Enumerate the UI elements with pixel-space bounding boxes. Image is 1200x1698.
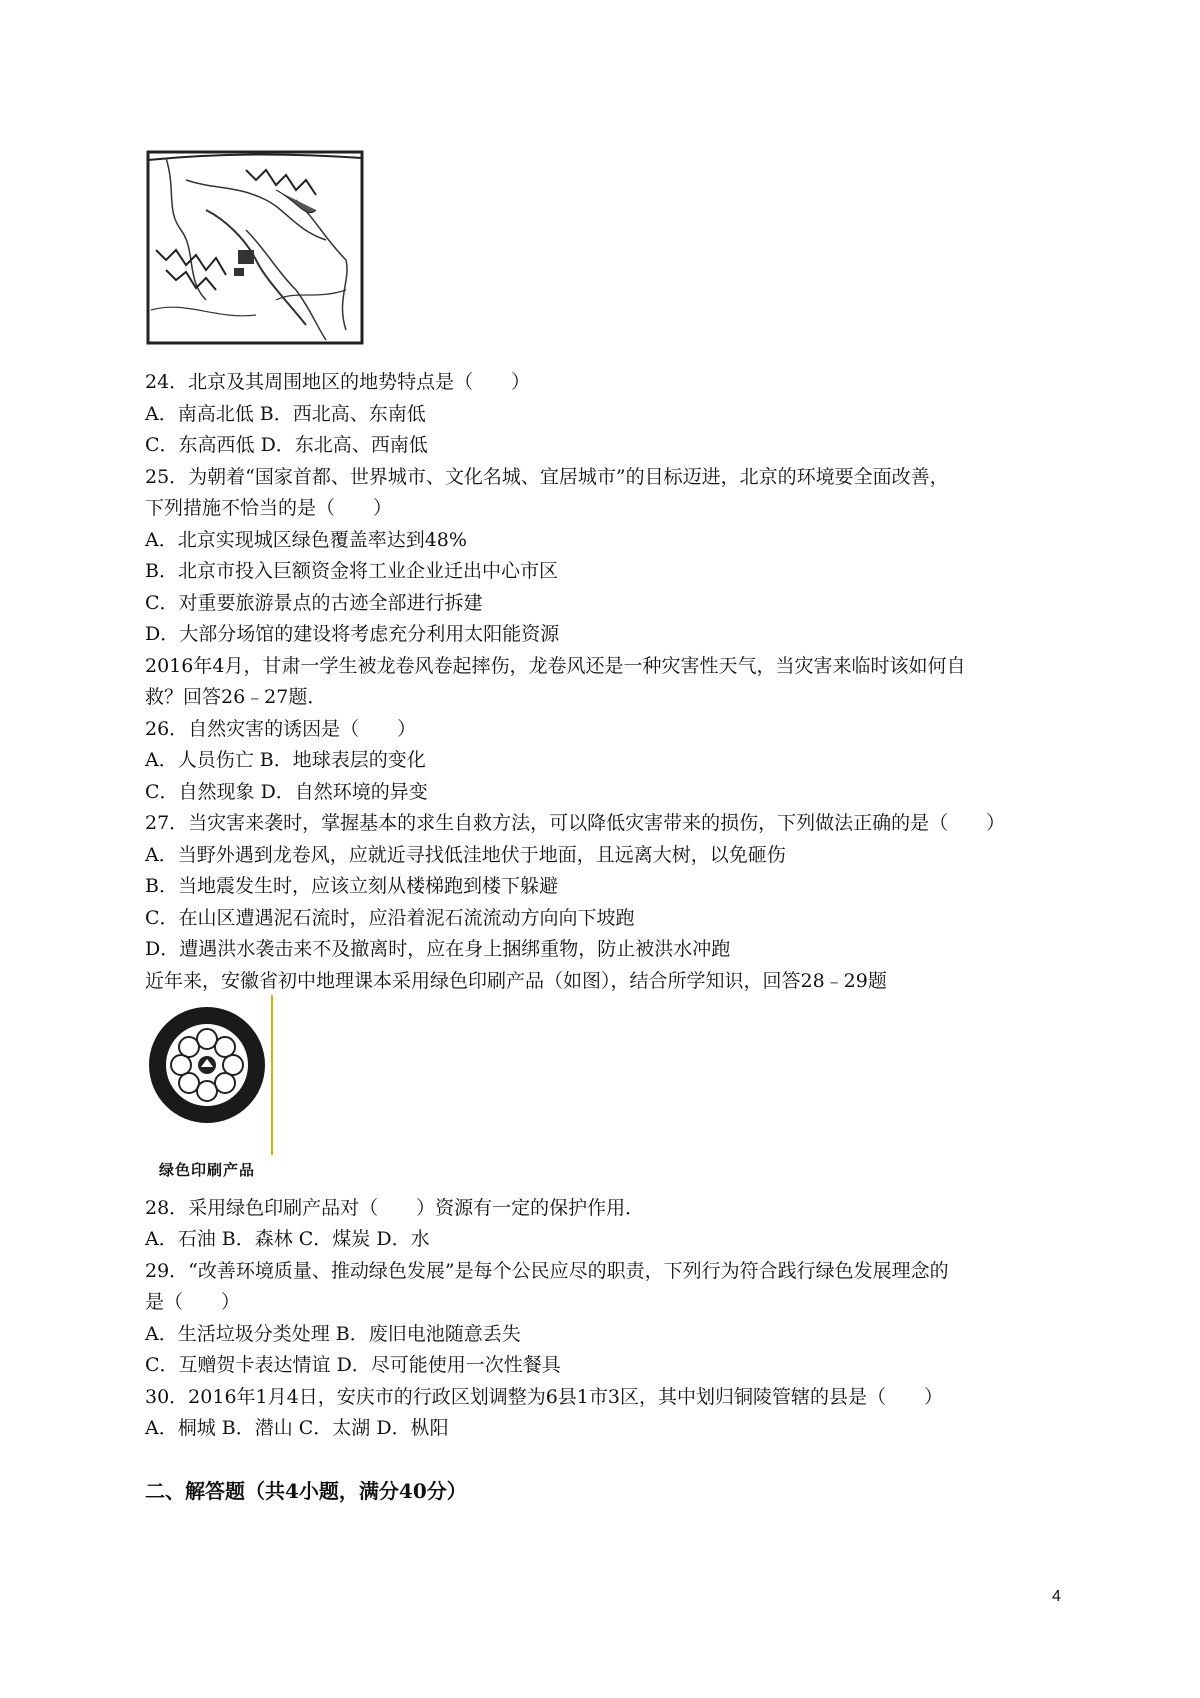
option-25-c: C．对重要旅游景点的古迹全部进行拆建: [145, 592, 483, 614]
option-26-ab: A．人员伤亡 B．地球表层的变化: [145, 749, 426, 771]
question-25-cont: 下列措施不恰当的是（ ）: [145, 497, 393, 519]
option-29-ab: A．生活垃圾分类处理 B．废旧电池随意丢失: [145, 1323, 521, 1345]
option-27-c: C．在山区遭遇泥石流时，应沿着泥石流流动方向向下坡跑: [145, 907, 635, 929]
option-24-ab: A．南高北低 B．西北高、东南低: [145, 403, 426, 425]
page-number: 4: [1052, 1588, 1061, 1605]
beijing-region-map: [146, 150, 364, 345]
question-25: 25．为朝着“国家首都、世界城市、文化名城、宜居城市”的目标迈进，北京的环境要全面改善，: [145, 466, 949, 488]
intro-28-29: 近年来，安徽省初中地理课本采用绿色印刷产品（如图），结合所学知识，回答28﹣29题: [145, 970, 887, 992]
logo-caption: 绿色印刷产品: [159, 1161, 256, 1179]
option-24-cd: C．东高西低 D．东北高、西南低: [145, 434, 428, 456]
option-26-cd: C．自然现象 D．自然环境的异变: [145, 781, 428, 803]
intro-26-27-cont: 救？回答26﹣27题．: [145, 686, 327, 708]
question-27: 27．当灾害来袭时，掌握基本的求生自救方法，可以降低灾害带来的损伤，下列做法正确的是（ ）: [145, 812, 1006, 834]
question-24: 24．北京及其周围地区的地势特点是（ ）: [145, 371, 531, 393]
question-29: 29．“改善环境质量、推动绿色发展”是每个公民应尽的职责，下列行为符合践行绿色发展理念的: [145, 1260, 949, 1282]
question-28: 28．采用绿色印刷产品对（ ）资源有一定的保护作用．: [145, 1197, 645, 1219]
green-printing-logo: [145, 995, 275, 1185]
option-28: A．石油 B．森林 C．煤炭 D．水: [145, 1228, 430, 1250]
option-27-b: B．当地震发生时，应该立刻从楼梯跑到楼下躲避: [145, 875, 558, 897]
question-30: 30．2016年1月4日，安庆市的行政区划调整为6县1市3区，其中划归铜陵管辖的县是（ ）: [145, 1386, 943, 1408]
option-27-d: D．遭遇洪水袭击来不及撤离时，应在身上捆绑重物，防止被洪水冲跑: [145, 938, 731, 960]
flower-seal-icon: [145, 995, 275, 1155]
option-25-b: B．北京市投入巨额资金将工业企业迁出中心市区: [145, 560, 558, 582]
section-heading: 二、解答题（共4小题，满分40分）: [145, 1479, 467, 1503]
option-29-cd: C．互赠贺卡表达情谊 D．尽可能使用一次性餐具: [145, 1354, 561, 1376]
option-27-a: A．当野外遇到龙卷风，应就近寻找低洼地伏于地面，且远离大树，以免砸伤: [145, 844, 786, 866]
option-25-a: A．北京实现城区绿色覆盖率达到48%: [145, 529, 467, 551]
intro-26-27: 2016年4月，甘肃一学生被龙卷风卷起摔伤，龙卷风还是一种灾害性天气，当灾害来临时该如何自: [145, 655, 966, 677]
option-25-d: D．大部分场馆的建设将考虑充分利用太阳能资源: [145, 623, 560, 645]
option-30: A．桐城 B．潜山 C．太湖 D．枞阳: [145, 1417, 449, 1439]
question-26: 26．自然灾害的诱因是（ ）: [145, 718, 417, 740]
question-29-cont: 是（ ）: [145, 1291, 241, 1313]
